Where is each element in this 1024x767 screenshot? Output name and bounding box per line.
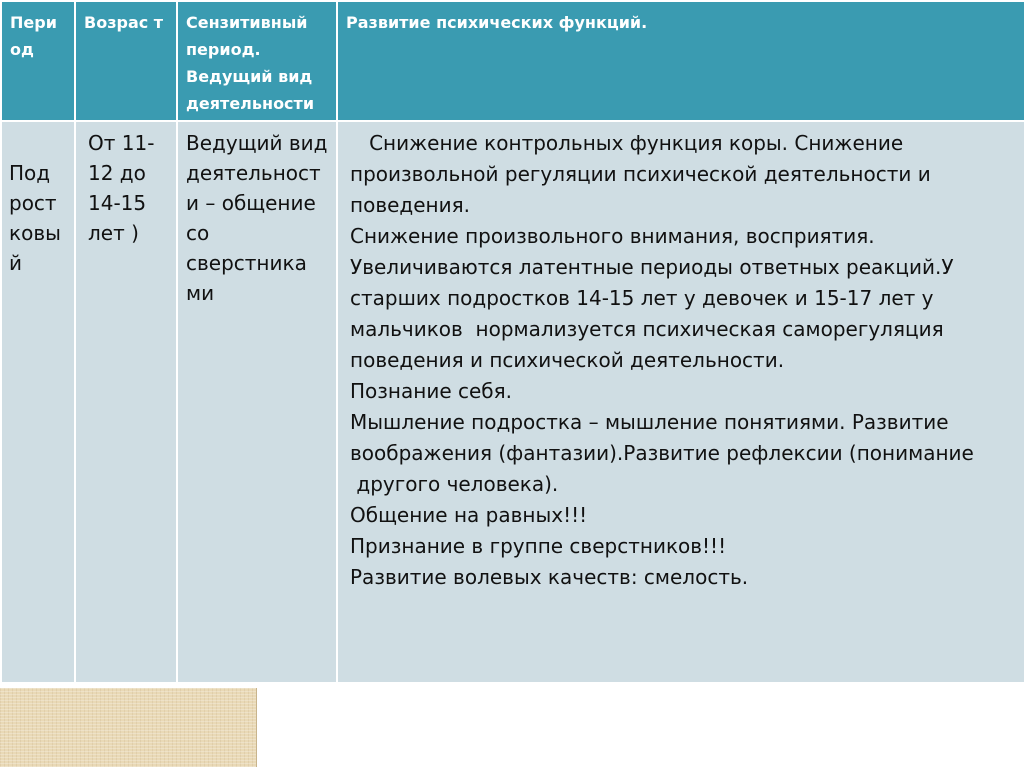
development-line: Увеличиваются латентные периоды ответных реакций.У — [350, 255, 954, 279]
development-line: Познание себя. — [350, 379, 513, 403]
development-line: Общение на равных!!! — [350, 503, 588, 527]
table-body — [1, 121, 1024, 683]
header-period — [1, 1, 75, 121]
development-line: воображения (фантазии).Развитие рефлексии (понимание — [350, 441, 974, 465]
development-line: старших подростков 14-15 лет у девочек и 15-17 лет у — [350, 286, 934, 310]
development-line: другого человека). — [350, 472, 559, 496]
development-line: поведения. — [350, 193, 470, 217]
header-row — [1, 1, 1024, 121]
development-line: мальчиков нормализуется психическая саморегуляция — [350, 317, 944, 341]
cell-leading-activity — [177, 121, 337, 683]
cell-development-content — [338, 122, 1024, 593]
header-development — [337, 1, 1024, 121]
cell-period — [1, 121, 75, 683]
header-sensitive-period — [177, 1, 337, 121]
table-header — [1, 1, 1024, 121]
header-development-text: Развитие психических функций. — [346, 13, 648, 32]
development-line: произвольной регуляции психической деятельности и — [350, 162, 931, 186]
cell-development — [337, 121, 1024, 683]
header-period-text: Пери од — [10, 13, 57, 59]
cell-age — [75, 121, 177, 683]
header-age-text: Возрас т — [84, 13, 164, 32]
development-line: Снижение произвольного внимания, восприятия. — [350, 224, 875, 248]
development-line: Развитие волевых качеств: смелость. — [350, 565, 749, 589]
development-line: Снижение контрольных функция коры. Снижение — [350, 131, 904, 155]
cell-leading-activity-text: Ведущий вид деятельност и – общение со сверстника ми — [186, 131, 328, 305]
development-line: поведения и психической деятельности. — [350, 348, 785, 372]
development-line: Признание в группе сверстников!!! — [350, 534, 727, 558]
development-line: Мышление подростка – мышление понятиями. Развитие — [350, 410, 949, 434]
decorative-strip-bottom — [0, 688, 257, 767]
table-row — [1, 121, 1024, 683]
header-age — [75, 1, 177, 121]
cell-age-text: От 11-12 до 14-15 лет ) — [88, 131, 155, 245]
header-sensitive-period-text: Сензитивный период. Ведущий вид деятельности — [186, 13, 315, 113]
cell-period-text: Под рост ковы й — [9, 161, 61, 275]
